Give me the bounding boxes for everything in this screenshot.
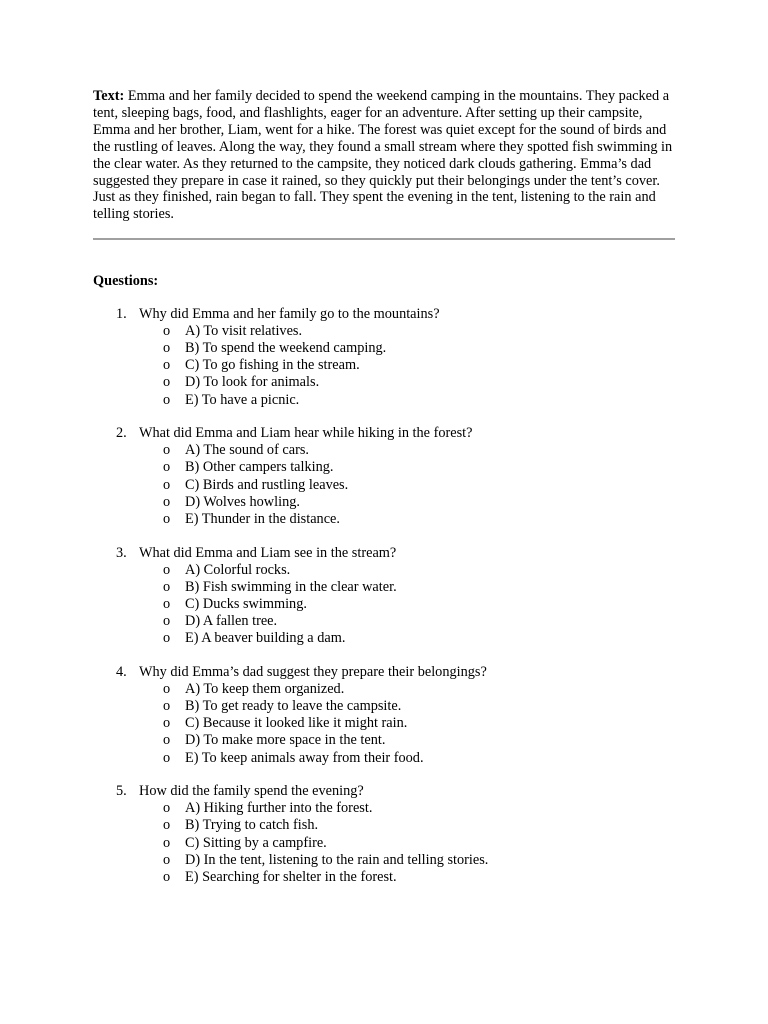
bullet-icon: o (163, 613, 171, 630)
questions-heading: Questions: (93, 273, 159, 289)
option-text: A) Colorful rocks. (185, 561, 291, 578)
answer-option (93, 698, 693, 715)
question-text: Why did Emma and her family go to the mountains? (139, 306, 440, 322)
answer-options (93, 562, 693, 648)
option-text: B) Trying to catch fish. (185, 817, 319, 834)
horizontal-divider (93, 238, 675, 240)
answer-option (93, 357, 693, 374)
option-text: C) Ducks swimming. (185, 595, 307, 612)
answer-option (93, 800, 693, 817)
bullet-icon: o (163, 391, 171, 408)
answer-options (93, 442, 693, 528)
bullet-icon: o (163, 715, 171, 732)
bullet-icon: o (163, 357, 171, 374)
bullet-icon: o (163, 630, 171, 647)
question-line (93, 545, 693, 562)
answer-option (93, 681, 693, 698)
bullet-icon: o (163, 817, 171, 834)
answer-option (93, 596, 693, 613)
question-number: 3. (116, 544, 127, 561)
bullet-icon: o (163, 493, 171, 510)
question-item (93, 664, 693, 767)
bullet-icon: o (163, 340, 171, 357)
answer-option (93, 613, 693, 630)
question-item (93, 306, 693, 409)
answer-option (93, 340, 693, 357)
bullet-icon: o (163, 322, 171, 339)
bullet-icon: o (163, 698, 171, 715)
question-number: 5. (116, 783, 127, 800)
bullet-icon: o (163, 749, 171, 766)
option-text: C) Birds and rustling leaves. (185, 476, 349, 493)
answer-option (93, 732, 693, 749)
bullet-icon: o (163, 459, 171, 476)
answer-options (93, 323, 693, 409)
question-text: Why did Emma’s dad suggest they prepare their belongings? (139, 663, 487, 680)
question-number: 4. (116, 663, 127, 680)
question-text: What did Emma and Liam hear while hiking in the forest? (139, 425, 473, 442)
answer-option (93, 494, 693, 511)
answer-option (93, 392, 693, 409)
bullet-icon: o (163, 732, 171, 749)
question-number: 1. (116, 306, 127, 322)
option-text: E) To have a picnic. (185, 391, 300, 408)
option-text: C) Because it looked like it might rain. (185, 715, 408, 732)
bullet-icon: o (163, 680, 171, 697)
answer-option (93, 442, 693, 459)
answer-option (93, 715, 693, 732)
passage-label: Text: (93, 88, 125, 104)
answer-option (93, 374, 693, 391)
option-text: E) A beaver building a dam. (185, 630, 346, 647)
answer-option (93, 323, 693, 340)
answer-options (93, 800, 693, 886)
option-text: B) Fish swimming in the clear water. (185, 578, 397, 595)
option-text: B) To spend the weekend camping. (185, 340, 387, 357)
option-text: D) A fallen tree. (185, 613, 278, 630)
option-text: C) To go fishing in the stream. (185, 357, 360, 374)
option-text: B) Other campers talking. (185, 459, 334, 476)
question-item (93, 545, 693, 648)
option-text: A) Hiking further into the forest. (185, 800, 373, 817)
question-line (93, 783, 693, 800)
answer-option (93, 817, 693, 834)
option-text: B) To get ready to leave the campsite. (185, 698, 402, 715)
option-text: C) Sitting by a campfire. (185, 834, 327, 851)
bullet-icon: o (163, 800, 171, 817)
option-text: E) Thunder in the distance. (185, 510, 340, 527)
question-item (93, 783, 693, 886)
answer-options (93, 681, 693, 767)
question-line (93, 306, 693, 323)
option-text: D) Wolves howling. (185, 493, 300, 510)
answer-option (93, 511, 693, 528)
bullet-icon: o (163, 834, 171, 851)
passage-body: Emma and her family decided to spend the weekend camping in the mountains. They packed a tent, sleeping bags, food, and flashlights, eager for an adventure. After setting up their campsite, Emma and her brother, Liam, went for a hike. The forest was quiet except for the sound of birds and the rustling of leaves. Along the way, they found a small stream where they spotted fish swimming in the clear water. As they returned to the campsite, they noticed dark clouds gathering. Emma’s dad suggested they prepare in case it rained, so they quickly put their belongings under the tent’s cover. Just as they finished, rain began to fall. They spent the evening in the tent, listening to the rain and telling stories. (93, 88, 673, 223)
option-text: D) To look for animals. (185, 374, 320, 391)
bullet-icon: o (163, 578, 171, 595)
bullet-icon: o (163, 442, 171, 459)
answer-option (93, 750, 693, 767)
option-text: D) To make more space in the tent. (185, 732, 386, 749)
answer-option (93, 459, 693, 476)
question-line (93, 664, 693, 681)
answer-option (93, 869, 693, 886)
option-text: A) To keep them organized. (185, 680, 345, 697)
bullet-icon: o (163, 595, 171, 612)
bullet-icon: o (163, 868, 171, 885)
bullet-icon: o (163, 561, 171, 578)
option-text: E) Searching for shelter in the forest. (185, 868, 397, 885)
answer-option (93, 852, 693, 869)
question-text: How did the family spend the evening? (139, 783, 364, 800)
question-text: What did Emma and Liam see in the stream? (139, 544, 397, 561)
option-text: A) To visit relatives. (185, 322, 303, 339)
questions-list (93, 306, 693, 903)
answer-option (93, 477, 693, 494)
option-text: D) In the tent, listening to the rain and telling stories. (185, 851, 489, 868)
bullet-icon: o (163, 851, 171, 868)
answer-option (93, 835, 693, 852)
answer-option (93, 579, 693, 596)
bullet-icon: o (163, 374, 171, 391)
bullet-icon: o (163, 510, 171, 527)
question-item (93, 425, 693, 528)
question-number: 2. (116, 425, 127, 442)
answer-option (93, 630, 693, 647)
reading-passage (93, 88, 683, 223)
option-text: E) To keep animals away from their food. (185, 749, 424, 766)
question-line (93, 425, 693, 442)
answer-option (93, 562, 693, 579)
option-text: A) The sound of cars. (185, 442, 310, 459)
bullet-icon: o (163, 476, 171, 493)
